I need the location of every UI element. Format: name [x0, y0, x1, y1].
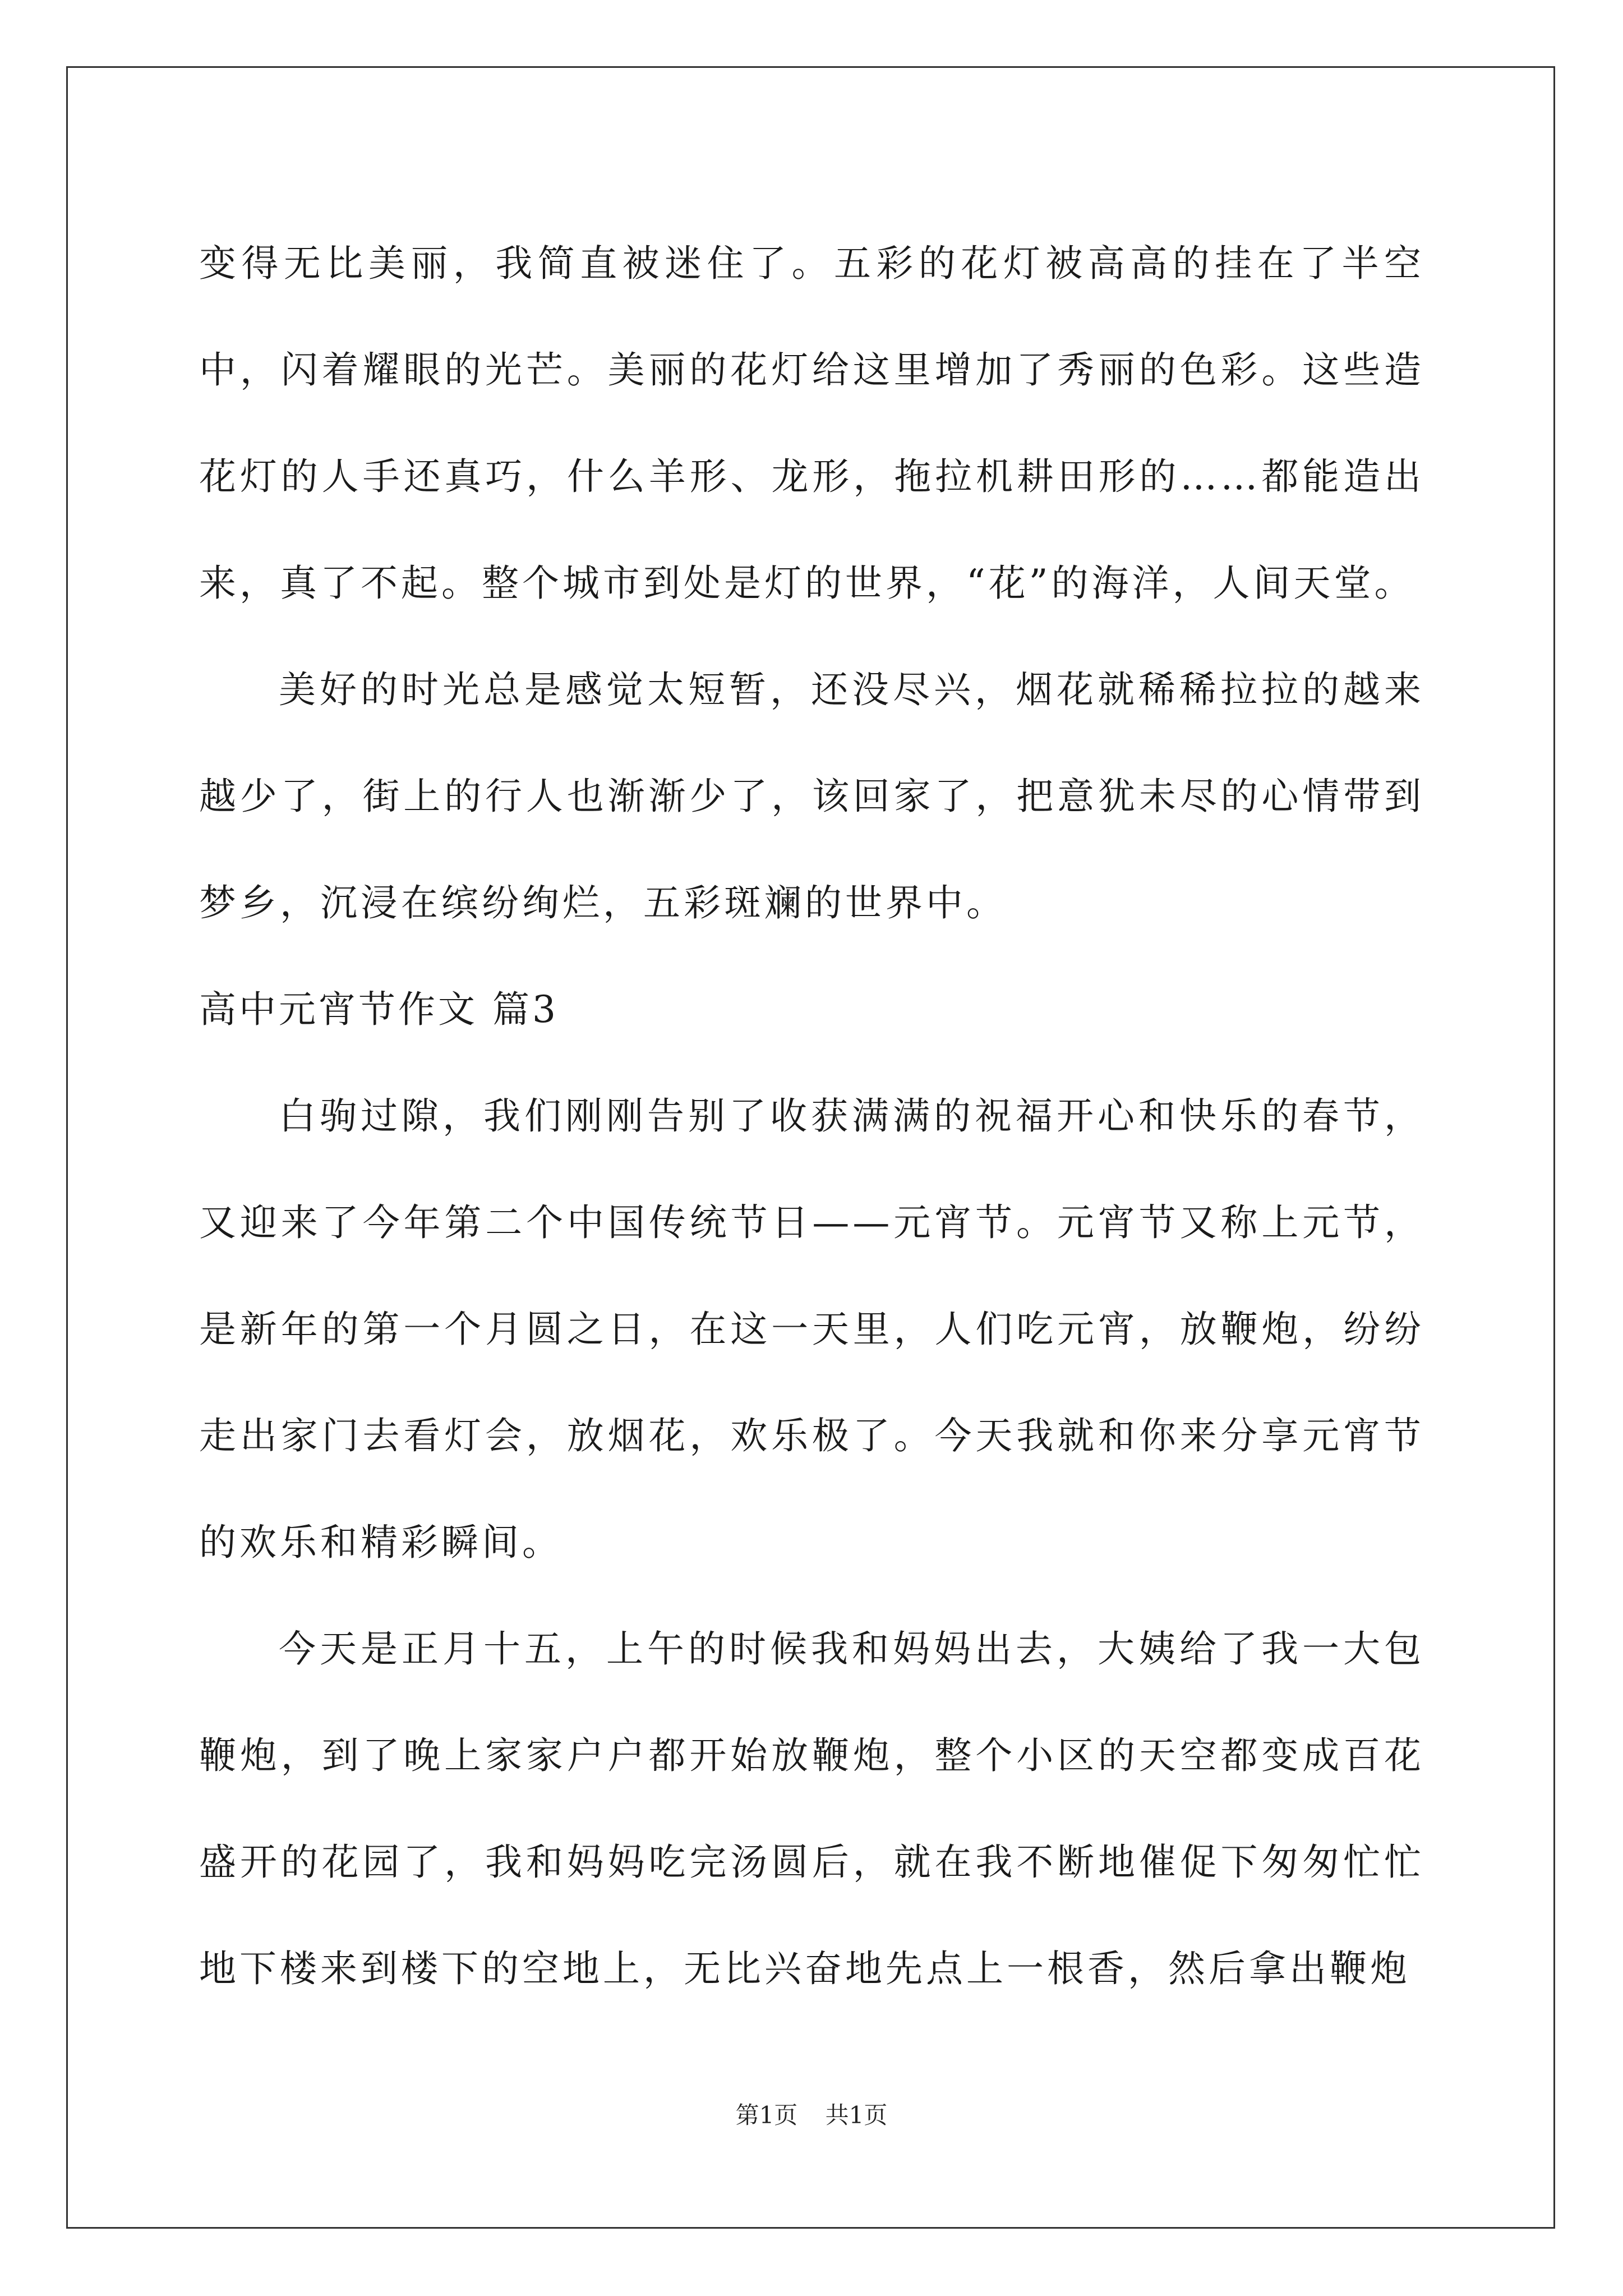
section-heading: 高中元宵节作文 篇3: [199, 988, 559, 1031]
page-number-current: 第1页: [735, 2101, 798, 2129]
paragraph-continuation: 变得无比美丽，我简直被迷住了。五彩的花灯被高高的挂在了半空中，闪着耀眼的光芒。美丽的花灯给这里增加了秀丽的色彩。这些造花灯的人手还真巧，什么羊形、龙形，拖拉机耕田形的……都能造出来，真了不起。整个城市到处是灯的世界，“花”的海洋，人间天堂。: [199, 242, 1424, 605]
paragraph: 美好的时光总是感觉太短暂，还没尽兴，烟花就稀稀拉拉的越来越少了，街上的行人也渐渐少了，该回家了，把意犹未尽的心情带到梦乡，沉浸在缤纷绚烂，五彩斑斓的世界中。: [199, 668, 1424, 924]
document-body: [199, 210, 1424, 2022]
paragraph: 今天是正月十五，上午的时候我和妈妈出去，大姨给了我一大包鞭炮，到了晚上家家户户都开始放鞭炮，整个小区的天空都变成百花盛开的花园了，我和妈妈吃完汤圆后，就在我不断地催促下匆匆忙忙地下楼来到楼下的空地上，无比兴奋地先点上一根香，然后拿出鞭炮: [199, 1627, 1424, 1990]
page-footer: [0, 2097, 1623, 2131]
paragraph: 白驹过隙，我们刚刚告别了收获满满的祝福开心和快乐的春节，又迎来了今年第二个中国传统节日——元宵节。元宵节又称上元节，是新年的第一个月圆之日，在这一天里，人们吃元宵，放鞭炮，纷纷走出家门去看灯会，放烟花，欢乐极了。今天我就和你来分享元宵节的欢乐和精彩瞬间。: [199, 1094, 1424, 1564]
page-number-total: 共1页: [825, 2101, 888, 2129]
